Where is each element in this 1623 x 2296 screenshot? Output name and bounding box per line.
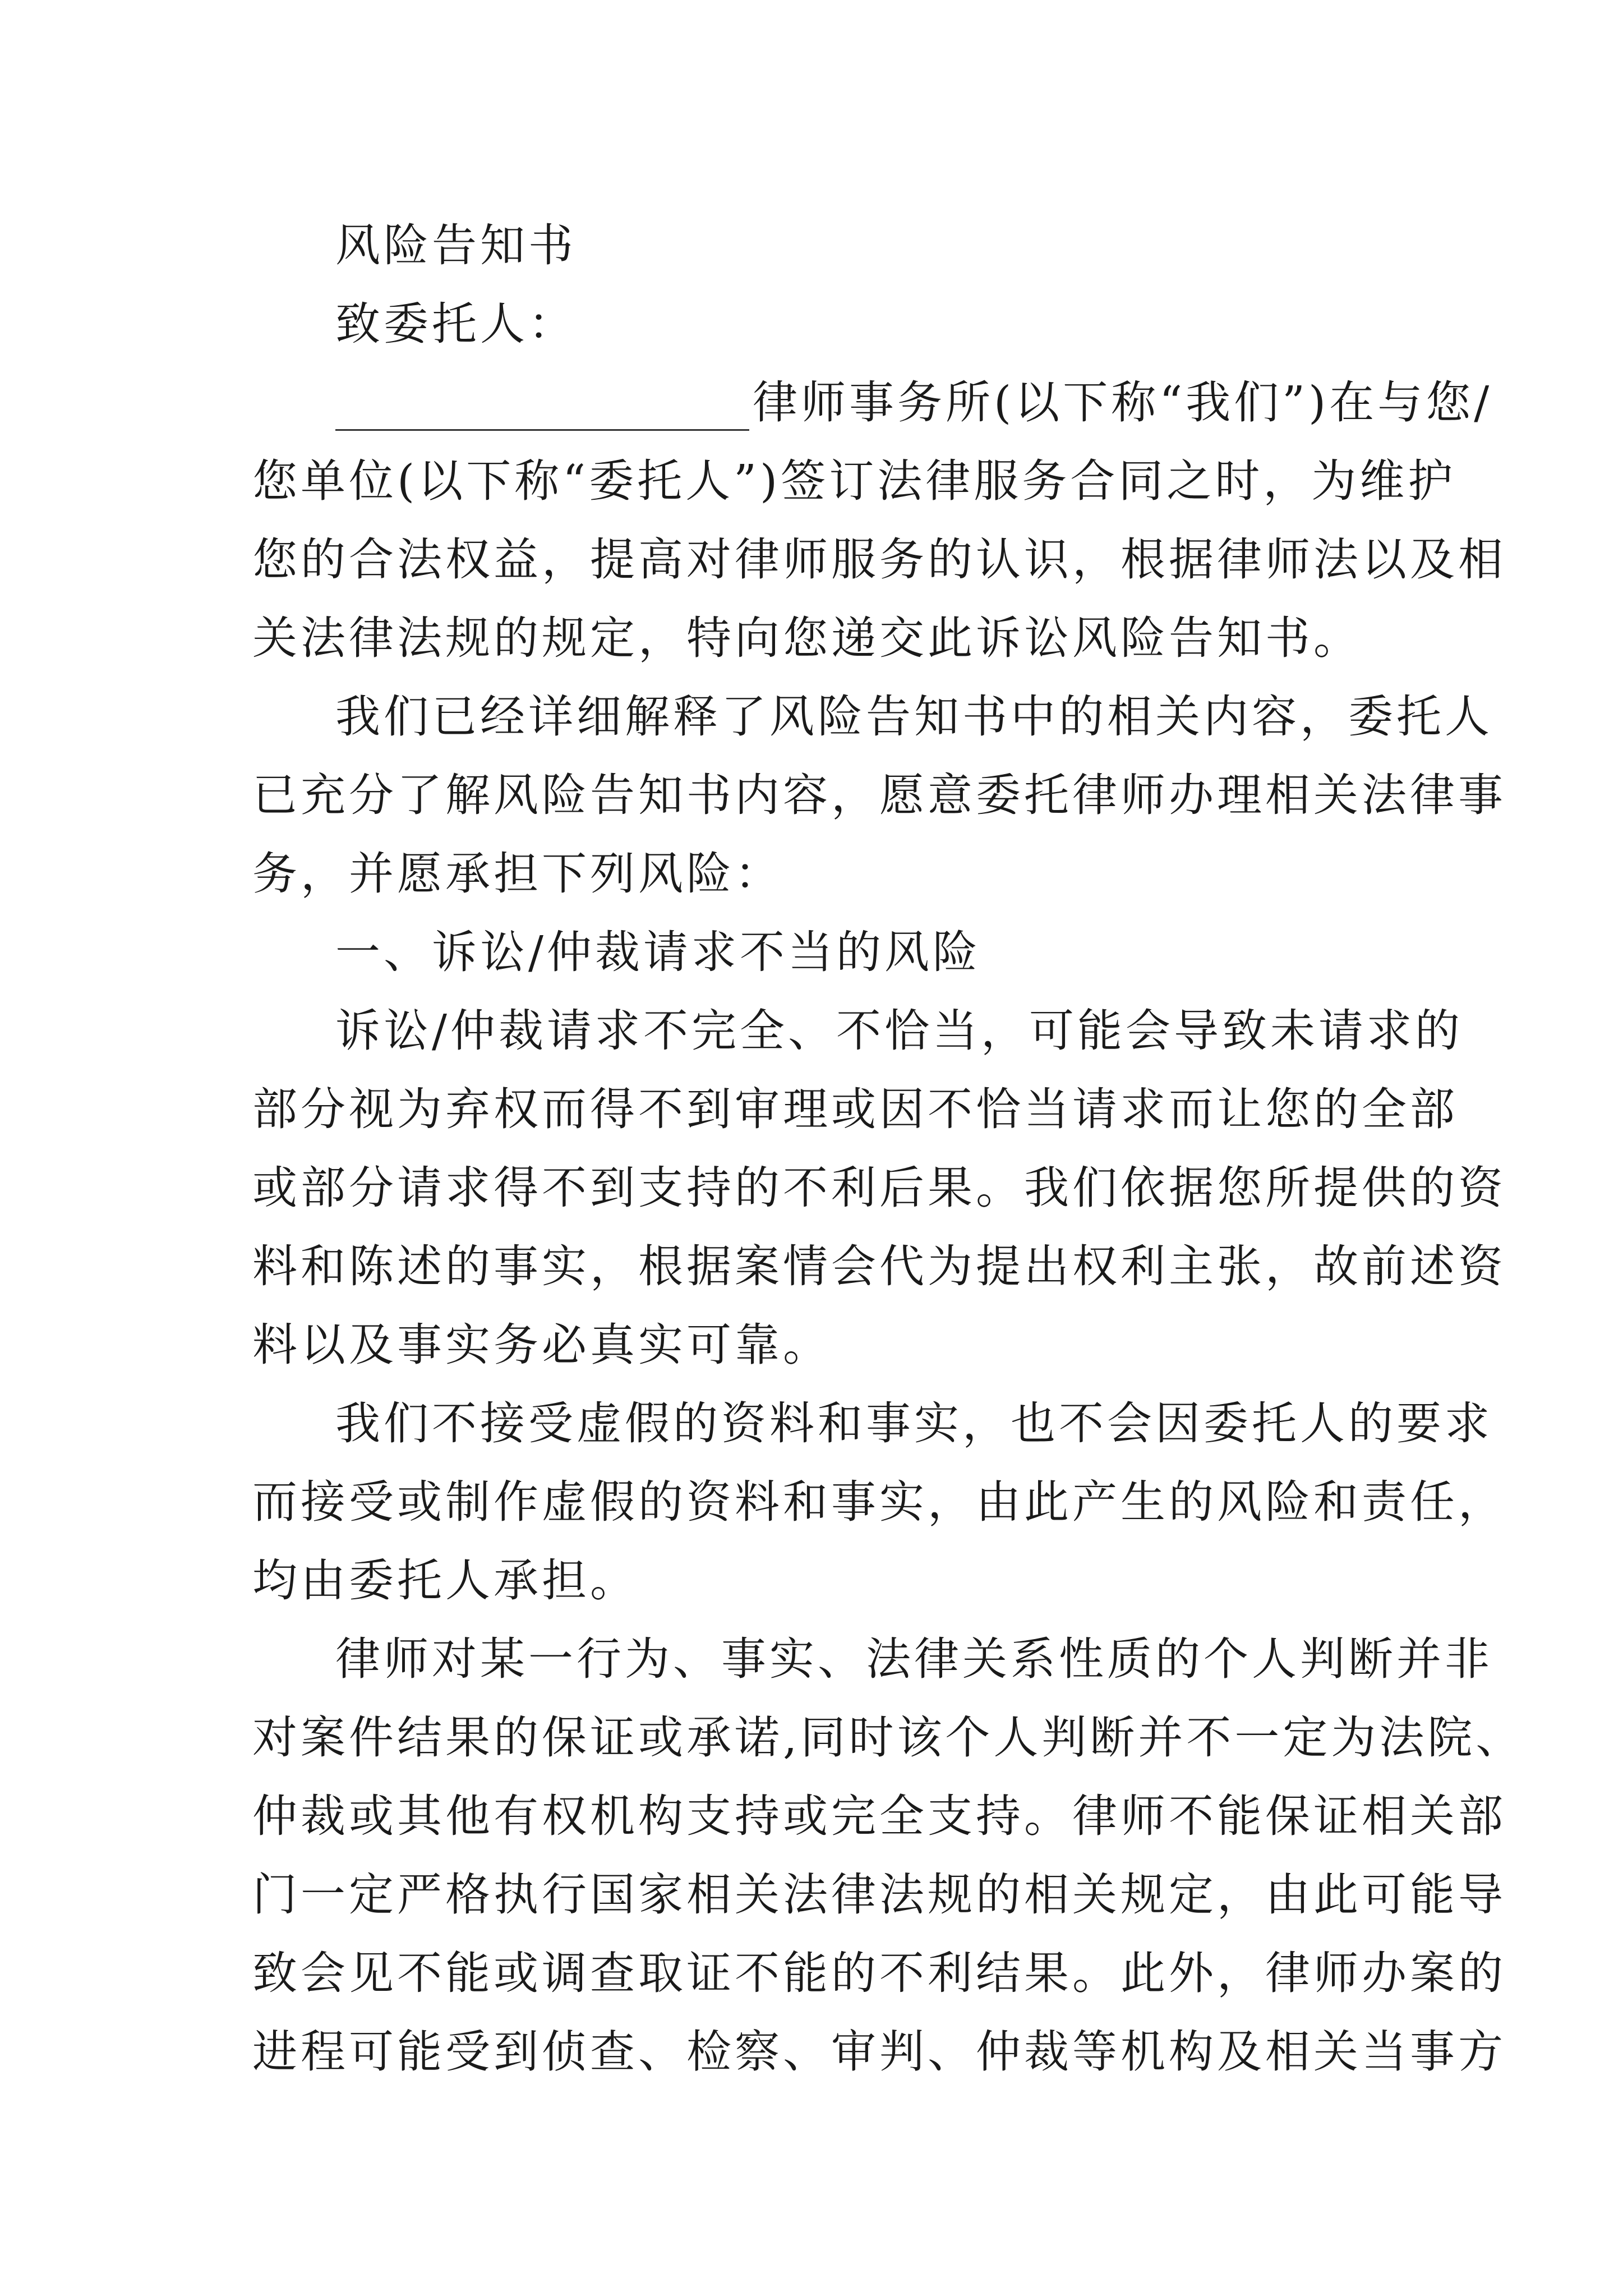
paragraph-5-line-3: 仲裁或其他有权机构支持或完全支持。律师不能保证相关部 xyxy=(252,1790,1506,1842)
paragraph-2-line-3: 务，并愿承担下列风险： xyxy=(252,848,783,900)
paragraph-2-line-1: 我们已经详细解释了风险告知书中的相关内容，委托人 xyxy=(335,691,1493,743)
paragraph-4-line-1: 我们不接受虚假的资料和事实，也不会因委托人的要求 xyxy=(335,1397,1493,1450)
paragraph-5-line-4: 门一定严格执行国家相关法律法规的相关规定，由此可能导 xyxy=(252,1869,1506,1921)
paragraph-1-line-2: 您单位(以下称“委托人”)签订法律服务合同之时，为维护 xyxy=(252,455,1456,507)
paragraph-3-line-4: 料和陈述的事实，根据案情会代为提出权利主张，故前述资 xyxy=(252,1240,1506,1292)
paragraph-3-line-3: 或部分请求得不到支持的不利后果。我们依据您所提供的资 xyxy=(252,1162,1506,1214)
paragraph-5-line-5: 致会见不能或调查取证不能的不利结果。此外，律师办案的 xyxy=(252,1947,1506,1999)
paragraph-1-line-1 xyxy=(335,375,1492,431)
paragraph-1-line-1-text: 律师事务所(以下称“我们”)在与您/ xyxy=(753,376,1493,429)
paragraph-1-line-3: 您的合法权益，提高对律师服务的认识，根据律师法以及相 xyxy=(252,533,1506,586)
paragraph-4-line-3: 均由委托人承担。 xyxy=(252,1554,638,1607)
paragraph-5-line-1: 律师对某一行为、事实、法律关系性质的个人判断并非 xyxy=(335,1633,1493,1685)
paragraph-1-line-4: 关法律法规的规定，特向您递交此诉讼风险告知书。 xyxy=(252,612,1362,664)
document-title: 风险告知书 xyxy=(335,219,577,272)
paragraph-3-line-1: 诉讼/仲裁请求不完全、不恰当，可能会导致未请求的 xyxy=(335,1005,1463,1057)
paragraph-2-line-2: 已充分了解风险告知书内容，愿意委托律师办理相关法律事 xyxy=(252,769,1506,821)
paragraph-4-line-2: 而接受或制作虚假的资料和事实，由此产生的风险和责任， xyxy=(252,1476,1506,1528)
section-1-heading: 一、诉讼/仲裁请求不当的风险 xyxy=(335,926,981,978)
paragraph-3-line-5: 料以及事实务必真实可靠。 xyxy=(252,1319,831,1371)
law-firm-name-blank xyxy=(335,384,749,431)
paragraph-3-line-2: 部分视为弃权而得不到审理或因不恰当请求而让您的全部 xyxy=(252,1083,1458,1135)
paragraph-5-line-6: 进程可能受到侦查、检察、审判、仲裁等机构及相关当事方 xyxy=(252,2026,1506,2078)
salutation: 致委托人： xyxy=(335,298,577,350)
paragraph-5-line-2: 对案件结果的保证或承诺,同时该个人判断并不一定为法院、 xyxy=(252,1711,1524,1764)
